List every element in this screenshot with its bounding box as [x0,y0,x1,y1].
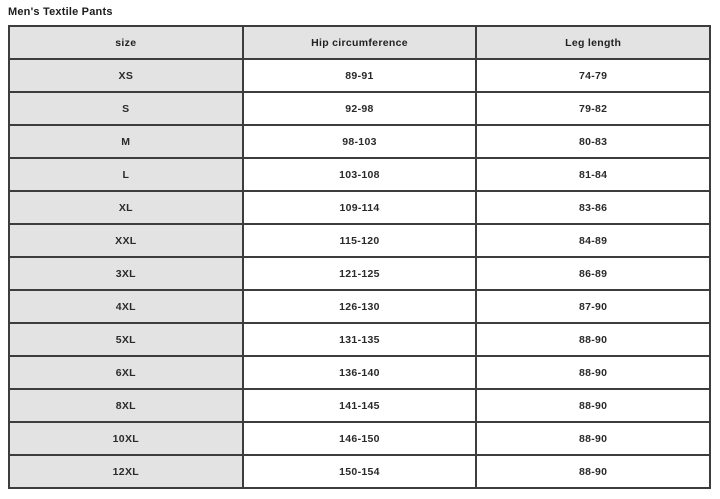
size-cell: 3XL [9,257,243,290]
size-cell: 12XL [9,455,243,488]
leg-length-cell: 87-90 [476,290,710,323]
table-row [9,290,710,323]
table-row [9,224,710,257]
leg-length-cell: 86-89 [476,257,710,290]
hip-circumference-cell: 146-150 [243,422,477,455]
leg-length-cell: 88-90 [476,389,710,422]
table-row [9,158,710,191]
column-header: Leg length [476,26,710,59]
size-cell: 10XL [9,422,243,455]
hip-circumference-cell: 89-91 [243,59,477,92]
header-row [9,26,710,59]
size-cell: 8XL [9,389,243,422]
hip-circumference-cell: 126-130 [243,290,477,323]
size-chart-table [8,25,711,489]
hip-circumference-cell: 109-114 [243,191,477,224]
leg-length-cell: 88-90 [476,455,710,488]
table-row [9,389,710,422]
leg-length-cell: 80-83 [476,125,710,158]
size-cell: M [9,125,243,158]
page-title: Men's Textile Pants [8,6,113,18]
table-row [9,323,710,356]
leg-length-cell: 79-82 [476,92,710,125]
size-cell: XL [9,191,243,224]
leg-length-cell: 88-90 [476,323,710,356]
table-row [9,59,710,92]
size-cell: XXL [9,224,243,257]
column-header: size [9,26,243,59]
table-row [9,257,710,290]
table-head [9,26,710,59]
table-row [9,356,710,389]
hip-circumference-cell: 92-98 [243,92,477,125]
hip-circumference-cell: 141-145 [243,389,477,422]
size-cell: S [9,92,243,125]
hip-circumference-cell: 131-135 [243,323,477,356]
leg-length-cell: 88-90 [476,422,710,455]
size-cell: 6XL [9,356,243,389]
leg-length-cell: 81-84 [476,158,710,191]
hip-circumference-cell: 136-140 [243,356,477,389]
leg-length-cell: 84-89 [476,224,710,257]
size-cell: 4XL [9,290,243,323]
hip-circumference-cell: 98-103 [243,125,477,158]
size-cell: XS [9,59,243,92]
hip-circumference-cell: 103-108 [243,158,477,191]
table-row [9,455,710,488]
table-row [9,125,710,158]
leg-length-cell: 88-90 [476,356,710,389]
table-row [9,191,710,224]
hip-circumference-cell: 115-120 [243,224,477,257]
table-row [9,92,710,125]
table-row [9,422,710,455]
table-body [9,59,710,488]
size-cell: 5XL [9,323,243,356]
hip-circumference-cell: 150-154 [243,455,477,488]
leg-length-cell: 74-79 [476,59,710,92]
column-header: Hip circumference [243,26,477,59]
size-cell: L [9,158,243,191]
hip-circumference-cell: 121-125 [243,257,477,290]
leg-length-cell: 83-86 [476,191,710,224]
